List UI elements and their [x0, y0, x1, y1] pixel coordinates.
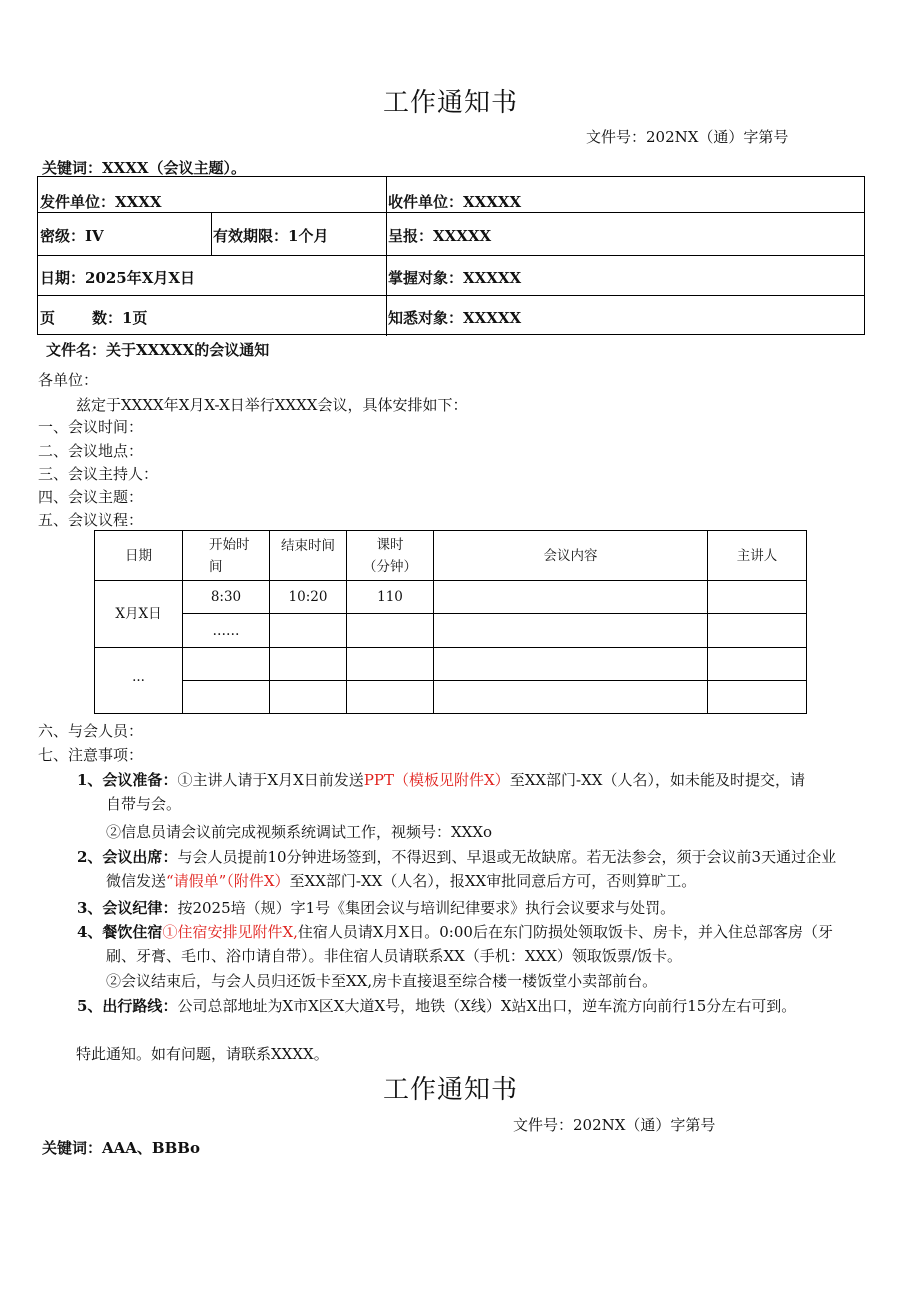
agenda-item: 七、注意事项： [38, 746, 144, 764]
header-hours: 课时 （分钟） [347, 531, 434, 581]
sender-unit: 发件单位：XXXX [40, 193, 162, 211]
header-content: 会议内容 [434, 531, 708, 581]
end-time-cell: 10:20 [270, 581, 347, 614]
table-row [95, 581, 807, 614]
header-end-time: 结束时间 [270, 531, 347, 581]
date-cell: ··· [95, 648, 183, 714]
report-to: 呈报：XXXXX [388, 227, 492, 245]
table-row [95, 614, 807, 648]
page-count: 数：1页 [92, 309, 148, 327]
validity-period: 有效期限：1个月 [213, 227, 329, 245]
agenda-item: 四、会议主题： [38, 488, 144, 506]
agenda-item: 三、会议主持人： [38, 465, 159, 483]
content-cell [434, 581, 708, 614]
hours-cell: 110 [347, 581, 434, 614]
document-info-table [37, 176, 865, 335]
note-attendance-cont: 微信发送“请假单”（附件X）至XX部门-XX（人名），报XX审批同意后方可，否则算旷工。 [106, 872, 697, 890]
note-meeting-prep: 1、会议准备：①主讲人请于X月X日前发送PPT（模板见附件X）至XX部门-XX（人名），如未能及时提交，请 [77, 771, 805, 789]
closing-line: 特此通知。如有问题，请联系XXXX。 [76, 1045, 329, 1063]
page-title: 工作通知书 [383, 88, 519, 118]
note-accommodation-cont: 刷、牙膏、毛巾、浴巾请自带）。非住宿人员请联系XX（手机：XXX）领取饭票/饭卡。 [106, 947, 682, 965]
table-row [95, 648, 807, 681]
document-number: 文件号：202NX（通）字第号 [513, 1116, 716, 1134]
greeting: 各单位： [38, 371, 99, 389]
header-start-time: 开始时 间 [183, 531, 270, 581]
note-discipline: 3、会议纪律：按2025培（规）字1号《集团会议与培训纪律要求》执行会议要求与处罚。 [77, 899, 676, 917]
date-cell: X月X日 [95, 581, 183, 648]
file-name: 文件名：关于XXXXX的会议通知 [46, 341, 270, 359]
intro-paragraph: 兹定于XXXX年X月X-X日举行XXXX会议，具体安排如下： [76, 396, 468, 414]
receiver-unit: 收件单位：XXXXX [388, 193, 522, 211]
start-time-cell: …… [183, 614, 270, 648]
header-speaker: 主讲人 [708, 531, 807, 581]
note-accommodation-2: ②会议结束后，与会人员归还饭卡至XX,房卡直接退至综合楼一楼饭堂小卖部前台。 [106, 972, 658, 990]
master-object: 掌握对象：XXXXX [388, 269, 522, 287]
document-date: 日期：2025年X月X日 [40, 269, 196, 287]
note-attendance: 2、会议出席：与会人员提前10分钟进场签到，不得迟到、早退或无故缺席。若无法参会，须于会议前3天通过企业 [77, 848, 837, 866]
agenda-item: 六、与会人员： [38, 722, 144, 740]
document-number: 文件号：202NX（通）字第号 [586, 128, 789, 146]
aware-object: 知悉对象：XXXXX [388, 309, 522, 327]
page-title: 工作通知书 [383, 1075, 519, 1105]
agenda-item: 一、会议时间： [38, 418, 144, 436]
table-row [95, 681, 807, 714]
page-count-label: 页 [40, 309, 56, 327]
note-route: 5、出行路线：公司总部地址为X市X区X大道X号，地铁（X线）X站X出口，逆车流方向前行15分左右可到。 [77, 997, 797, 1015]
note-meeting-prep-cont: 自带与会。 [106, 795, 182, 813]
security-level: 密级：IV [40, 227, 104, 245]
speaker-cell [708, 581, 807, 614]
schedule-table [94, 530, 807, 714]
note-meeting-prep-2: ②信息员请会议前完成视频系统调试工作，视频号：XXXo [106, 823, 493, 841]
header-date: 日期 [95, 531, 183, 581]
note-accommodation: 4、餐饮住宿①住宿安排见附件X,住宿人员请X月X日。0:00后在东门防损处领取饭卡、房卡，并入住总部客房（牙 [77, 923, 833, 941]
start-time-cell: 8:30 [183, 581, 270, 614]
table-header-row [95, 531, 807, 581]
keywords: 关键词：AAA、BBBo [42, 1139, 200, 1157]
keywords: 关键词：XXXX（会议主题）。 [42, 159, 247, 177]
agenda-item: 二、会议地点： [38, 442, 144, 460]
agenda-item: 五、会议议程： [38, 511, 144, 529]
